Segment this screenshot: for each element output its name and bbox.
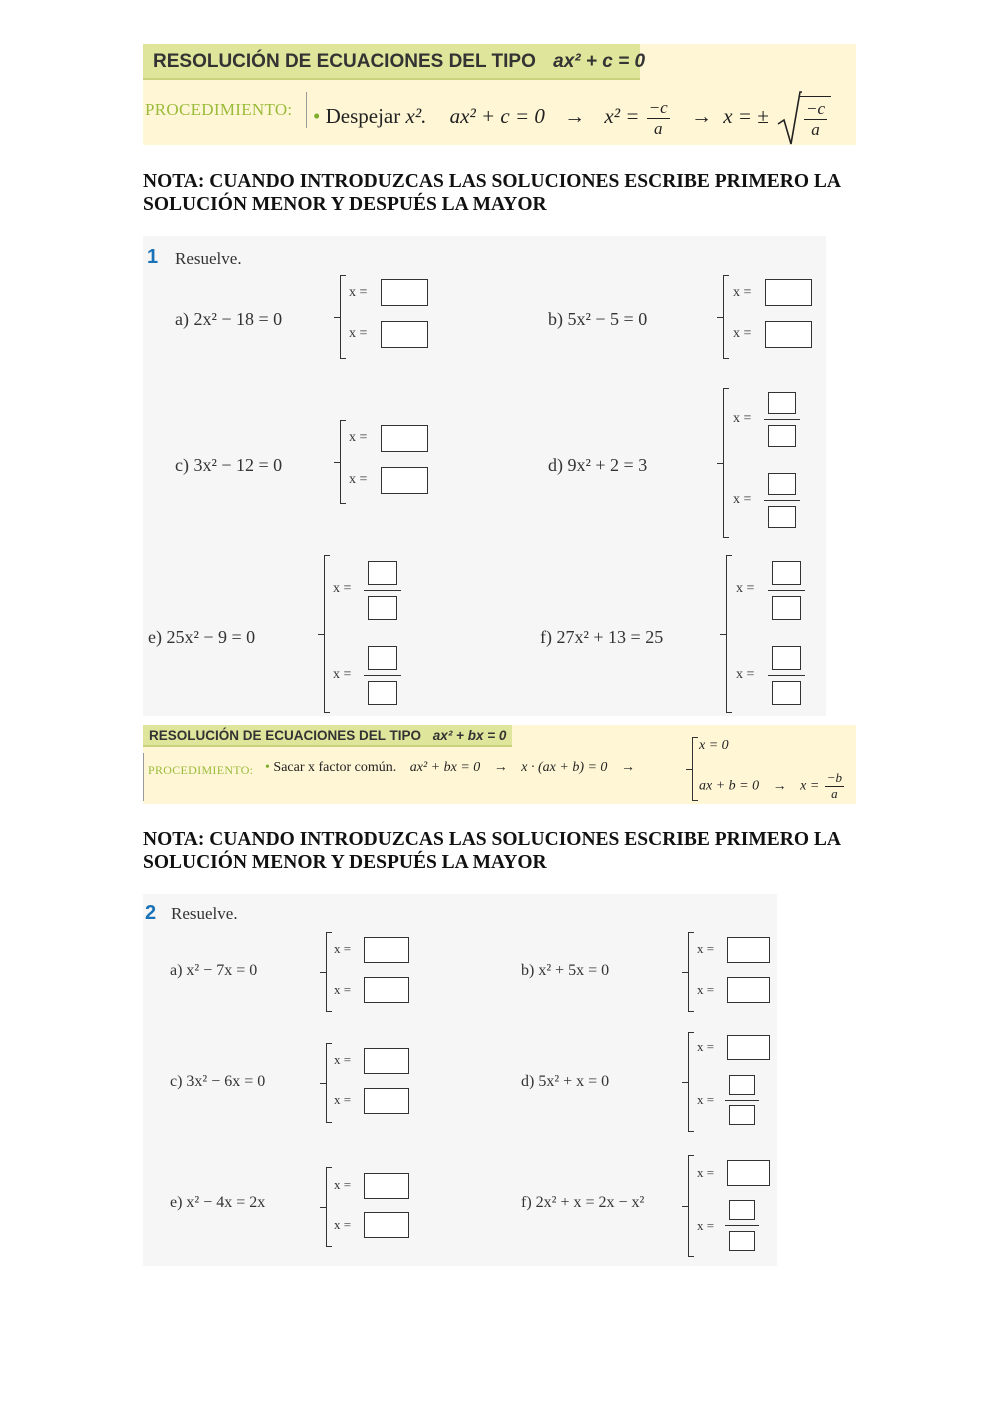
brace-icon <box>688 1032 697 1132</box>
fraction-bar <box>725 1225 759 1226</box>
banner-1-frac-den: a <box>653 118 663 138</box>
fraction-bar <box>768 590 805 591</box>
banner-1-procedure: • Despejar x². ax² + c = 0 → x² = $\frac{-c}{a}$ → x = ± $\frac{-c}{a}$ <box>313 90 833 146</box>
equation-2d: d) 5x² + x = 0 <box>521 1073 610 1090</box>
answer-2a-2[interactable] <box>364 977 409 1003</box>
equation-1d: d) 9x² + 2 = 3 <box>548 455 648 475</box>
fraction-bar <box>764 500 800 501</box>
x-label: x = <box>733 326 752 341</box>
fraction-bar <box>725 1100 759 1101</box>
answer-1d-2-den[interactable] <box>768 506 796 528</box>
equation-2f: f) 2x² + x = 2x − x² <box>521 1194 645 1211</box>
x-label: x = <box>733 411 752 426</box>
x-label: x = <box>349 430 368 445</box>
answer-1f-1-num[interactable] <box>772 561 801 585</box>
exercise-2-number: 2 <box>145 902 157 924</box>
answer-2e-1[interactable] <box>364 1173 409 1199</box>
equation-1a: a) 2x² − 18 = 0 <box>175 309 283 329</box>
answer-2a-1[interactable] <box>364 937 409 963</box>
arrow-icon: → <box>690 103 712 128</box>
banner-2-frac-num: −b <box>826 770 843 785</box>
answer-1c-2[interactable] <box>381 467 428 494</box>
x-label: x = <box>697 1039 715 1054</box>
procedure-banner-1 <box>143 44 856 145</box>
arrow-icon: → <box>620 760 635 775</box>
banner-1-chain-1: ax² + c = 0 <box>449 103 545 128</box>
x-label: x = <box>697 1165 715 1180</box>
banner-1-chain-2: x² = <box>604 103 640 128</box>
answer-1f-2-den[interactable] <box>772 681 801 705</box>
banner-2-title: RESOLUCIÓN DE ECUACIONES DEL TIPO ax² + bx = 0 <box>143 725 512 747</box>
banner-2-procedure-label: PROCEDIMIENTO: <box>148 763 254 777</box>
x-label: x = <box>736 667 755 682</box>
arrow-icon: → <box>772 778 787 794</box>
banner-2-case-2: ax + b = 0 → x = $\frac{-b}{a}$ <box>699 770 843 801</box>
equation-1f: f) 27x² + 13 = 25 <box>540 627 664 647</box>
brace-icon <box>688 932 697 1012</box>
exercise-1-heading: Resuelve. <box>175 249 242 268</box>
equation-2c: c) 3x² − 6x = 0 <box>170 1073 266 1090</box>
exercise-1-number: 1 <box>147 246 159 268</box>
arrow-icon: → <box>493 760 508 775</box>
brace-icon <box>688 1155 697 1257</box>
note-2: NOTA: CUANDO INTRODUZCAS LAS SOLUCIONES ESCRIBE PRIMERO LA SOLUCIÓN MENOR Y DESPUÉS LA MAYOR <box>143 829 840 873</box>
equation-2b: b) x² + 5x = 0 <box>521 962 610 979</box>
x-label: x = <box>697 1092 715 1107</box>
answer-1d-2-num[interactable] <box>768 473 796 495</box>
banner-1-procedure-label: PROCEDIMIENTO: <box>145 100 293 119</box>
banner-2-chain-1: ax² + bx = 0 <box>409 760 481 775</box>
fraction-bar <box>364 675 401 676</box>
banner-1-divider <box>306 92 307 128</box>
equation-2e: e) x² − 4x = 2x <box>170 1194 266 1211</box>
x-label: x = <box>349 472 368 487</box>
answer-2b-2[interactable] <box>727 977 770 1003</box>
bullet-icon: • <box>265 760 270 775</box>
brace-icon <box>723 275 732 359</box>
x-label: x = <box>334 1092 352 1107</box>
answer-2f-2-num[interactable] <box>729 1200 755 1220</box>
x-label: x = <box>736 581 755 596</box>
answer-1b-2[interactable] <box>765 321 812 348</box>
x-label: x = <box>733 492 752 507</box>
x-label: x = <box>349 285 368 300</box>
banner-1-title: RESOLUCIÓN DE ECUACIONES DEL TIPO ax² + c = 0 <box>143 44 640 80</box>
fraction-bar <box>764 419 800 420</box>
x-label: x = <box>334 1052 352 1067</box>
answer-1e-2-num[interactable] <box>368 646 397 670</box>
x-label: x = <box>697 982 715 997</box>
square-root-icon <box>776 90 802 146</box>
fraction-bar <box>364 590 401 591</box>
answer-1a-2[interactable] <box>381 321 428 348</box>
answer-2c-1[interactable] <box>364 1048 409 1074</box>
banner-1-chain-3: x = ± <box>723 103 769 128</box>
x-label: x = <box>697 1218 715 1233</box>
answer-1f-1-den[interactable] <box>772 596 801 620</box>
answer-1d-1-den[interactable] <box>768 425 796 447</box>
x-label: x = <box>334 1217 352 1232</box>
banner-1-root-den: a <box>811 120 820 139</box>
answer-1c-1[interactable] <box>381 425 428 452</box>
banner-1-frac-num: −c <box>648 97 668 117</box>
brace-icon <box>340 275 349 359</box>
banner-1-title-formula: ax² + c = 0 <box>553 51 646 72</box>
x-label: x = <box>333 667 352 682</box>
banner-2-procedure: • Sacar x factor común. ax² + bx = 0 → x · (ax + b) = 0 → <box>265 760 635 775</box>
answer-2c-2[interactable] <box>364 1088 409 1114</box>
brace-icon <box>726 555 735 713</box>
answer-2e-2[interactable] <box>364 1212 409 1238</box>
x-label: x = <box>334 1177 352 1192</box>
banner-1-root-num: −c <box>806 99 826 119</box>
fraction-bar <box>768 675 805 676</box>
equation-2a: a) x² − 7x = 0 <box>170 962 258 979</box>
answer-1b-1[interactable] <box>765 279 812 306</box>
x-label: x = <box>697 941 715 956</box>
brace-icon <box>723 388 732 538</box>
brace-icon <box>340 420 349 504</box>
arrow-icon: → <box>564 103 586 128</box>
banner-2-chain-2: x · (ax + b) = 0 <box>521 760 608 775</box>
answer-1e-1-num[interactable] <box>368 561 397 585</box>
answer-2f-1[interactable] <box>727 1160 770 1186</box>
answer-1e-2-den[interactable] <box>368 681 397 705</box>
banner-2-divider <box>143 753 144 801</box>
answer-1d-1-num[interactable] <box>768 392 796 414</box>
procedure-banner-2 <box>143 725 856 804</box>
exercise-2-heading: Resuelve. <box>171 904 238 923</box>
answer-2d-2-num[interactable] <box>729 1075 755 1095</box>
banner-2-case-1: x = 0 <box>699 738 729 753</box>
answer-2f-2-den[interactable] <box>729 1231 755 1251</box>
answer-2d-2-den[interactable] <box>729 1105 755 1125</box>
x-label: x = <box>334 941 352 956</box>
note-1: NOTA: CUANDO INTRODUZCAS LAS SOLUCIONES ESCRIBE PRIMERO LA SOLUCIÓN MENOR Y DESPUÉS LA MAYOR <box>143 171 840 215</box>
banner-2-frac-den: a <box>831 785 838 801</box>
x-label: x = <box>333 581 352 596</box>
equation-1b: b) 5x² − 5 = 0 <box>548 309 648 329</box>
answer-1a-1[interactable] <box>381 279 428 306</box>
bullet-icon: • <box>313 103 321 128</box>
answer-1f-2-num[interactable] <box>772 646 801 670</box>
banner-2-title-formula: ax² + bx = 0 <box>432 728 507 743</box>
x-label: x = <box>334 982 352 997</box>
answer-2b-1[interactable] <box>727 937 770 963</box>
answer-1e-1-den[interactable] <box>368 596 397 620</box>
x-label: x = <box>733 285 752 300</box>
x-label: x = <box>349 326 368 341</box>
equation-1c: c) 3x² − 12 = 0 <box>175 455 283 475</box>
brace-icon <box>324 555 333 713</box>
answer-2d-1[interactable] <box>727 1035 770 1060</box>
equation-1e: e) 25x² − 9 = 0 <box>148 627 256 647</box>
